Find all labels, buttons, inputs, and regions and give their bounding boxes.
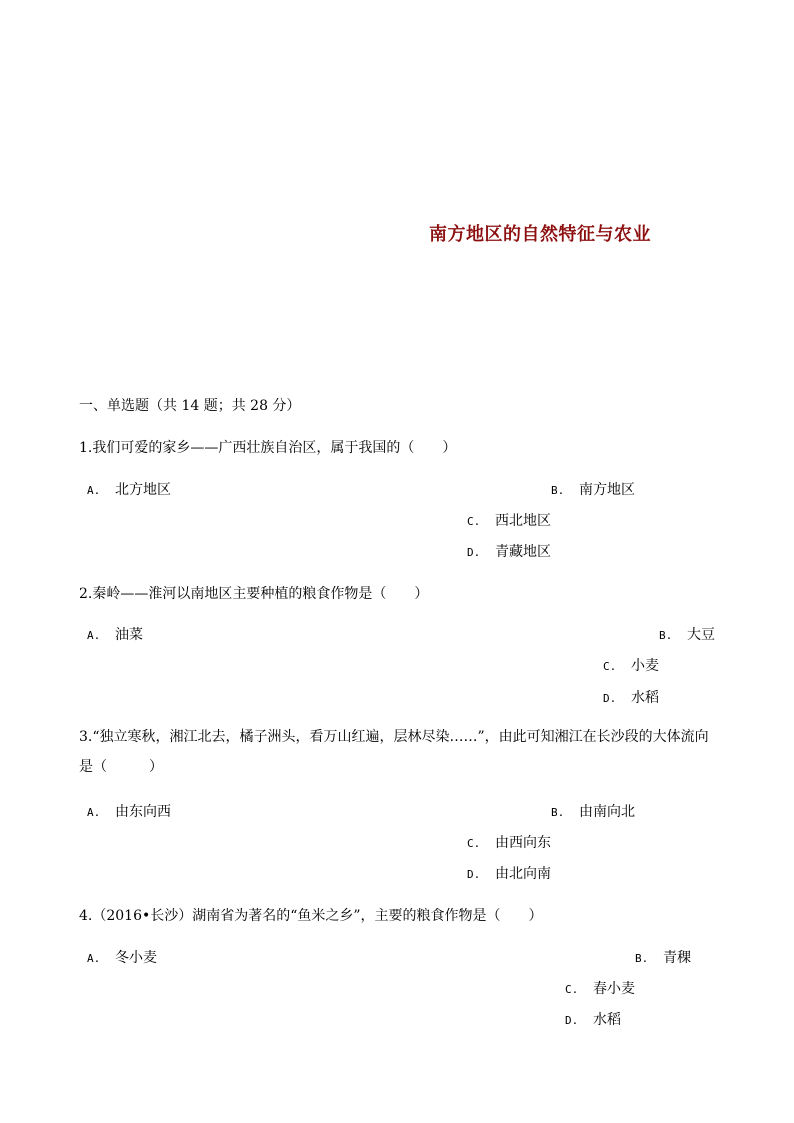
option-letter: D. bbox=[603, 692, 617, 705]
option-text: 油菜 bbox=[115, 627, 143, 643]
option-letter: D. bbox=[565, 1014, 579, 1027]
option-text: 青稞 bbox=[663, 950, 691, 966]
question-3-option-b[interactable] bbox=[551, 801, 635, 821]
option-letter: C. bbox=[565, 983, 579, 996]
option-text: 水稻 bbox=[631, 690, 659, 706]
option-letter: C. bbox=[603, 660, 617, 673]
option-letter: D. bbox=[467, 546, 481, 559]
option-letter: C. bbox=[467, 837, 481, 850]
option-text: 春小麦 bbox=[593, 981, 635, 997]
option-text: 青藏地区 bbox=[495, 544, 551, 560]
option-letter: B. bbox=[551, 484, 565, 497]
option-letter: A. bbox=[87, 806, 101, 819]
option-text: 冬小麦 bbox=[115, 950, 157, 966]
option-text: 由南向北 bbox=[579, 804, 635, 820]
page-title: 南方地区的自然特征与农业 bbox=[429, 224, 651, 245]
section-heading: 一、单选题（共 14 题；共 28 分） bbox=[79, 398, 301, 414]
option-text: 由东向西 bbox=[115, 804, 171, 820]
question-2-option-c[interactable] bbox=[603, 655, 659, 675]
question-4-option-b[interactable] bbox=[635, 947, 691, 967]
question-4-option-a[interactable] bbox=[87, 947, 157, 967]
option-letter: D. bbox=[467, 868, 481, 881]
question-3-stem: 3.“独立寒秋，湘江北去，橘子洲头，看万山红遍，层林尽染……”，由此可知湘江在长沙段的大体流向是（ ） bbox=[79, 729, 709, 775]
option-text: 小麦 bbox=[631, 658, 659, 674]
option-letter: C. bbox=[467, 515, 481, 528]
question-4-option-c[interactable] bbox=[565, 978, 635, 998]
option-letter: A. bbox=[87, 952, 101, 965]
option-text: 大豆 bbox=[687, 627, 715, 643]
question-1-option-d[interactable] bbox=[467, 541, 551, 561]
question-4-stem: 4.（2016•长沙）湖南省为著名的“鱼米之乡”，主要的粮食作物是（ ） bbox=[79, 908, 543, 924]
option-text: 水稻 bbox=[593, 1012, 621, 1028]
question-1-option-a[interactable] bbox=[87, 479, 171, 499]
option-letter: B. bbox=[659, 629, 673, 642]
question-3-option-c[interactable] bbox=[467, 832, 551, 852]
question-2-option-b[interactable] bbox=[659, 624, 715, 644]
option-letter: A. bbox=[87, 484, 101, 497]
question-2-option-d[interactable] bbox=[603, 687, 659, 707]
question-4-option-d[interactable] bbox=[565, 1009, 621, 1029]
option-text: 由西向东 bbox=[495, 835, 551, 851]
question-1-stem: 1.我们可爱的家乡——广西壮族自治区，属于我国的（ ） bbox=[79, 440, 457, 456]
option-text: 由北向南 bbox=[495, 866, 551, 882]
option-text: 西北地区 bbox=[495, 513, 551, 529]
question-2-option-a[interactable] bbox=[87, 624, 143, 644]
option-text: 南方地区 bbox=[579, 482, 635, 498]
option-letter: A. bbox=[87, 629, 101, 642]
option-letter: B. bbox=[635, 952, 649, 965]
question-3-option-d[interactable] bbox=[467, 863, 551, 883]
question-3-option-a[interactable] bbox=[87, 801, 171, 821]
question-2-stem: 2.秦岭——淮河以南地区主要种植的粮食作物是（ ） bbox=[79, 586, 429, 602]
question-1-option-c[interactable] bbox=[467, 510, 551, 530]
option-text: 北方地区 bbox=[115, 482, 171, 498]
option-letter: B. bbox=[551, 806, 565, 819]
question-1-option-b[interactable] bbox=[551, 479, 635, 499]
